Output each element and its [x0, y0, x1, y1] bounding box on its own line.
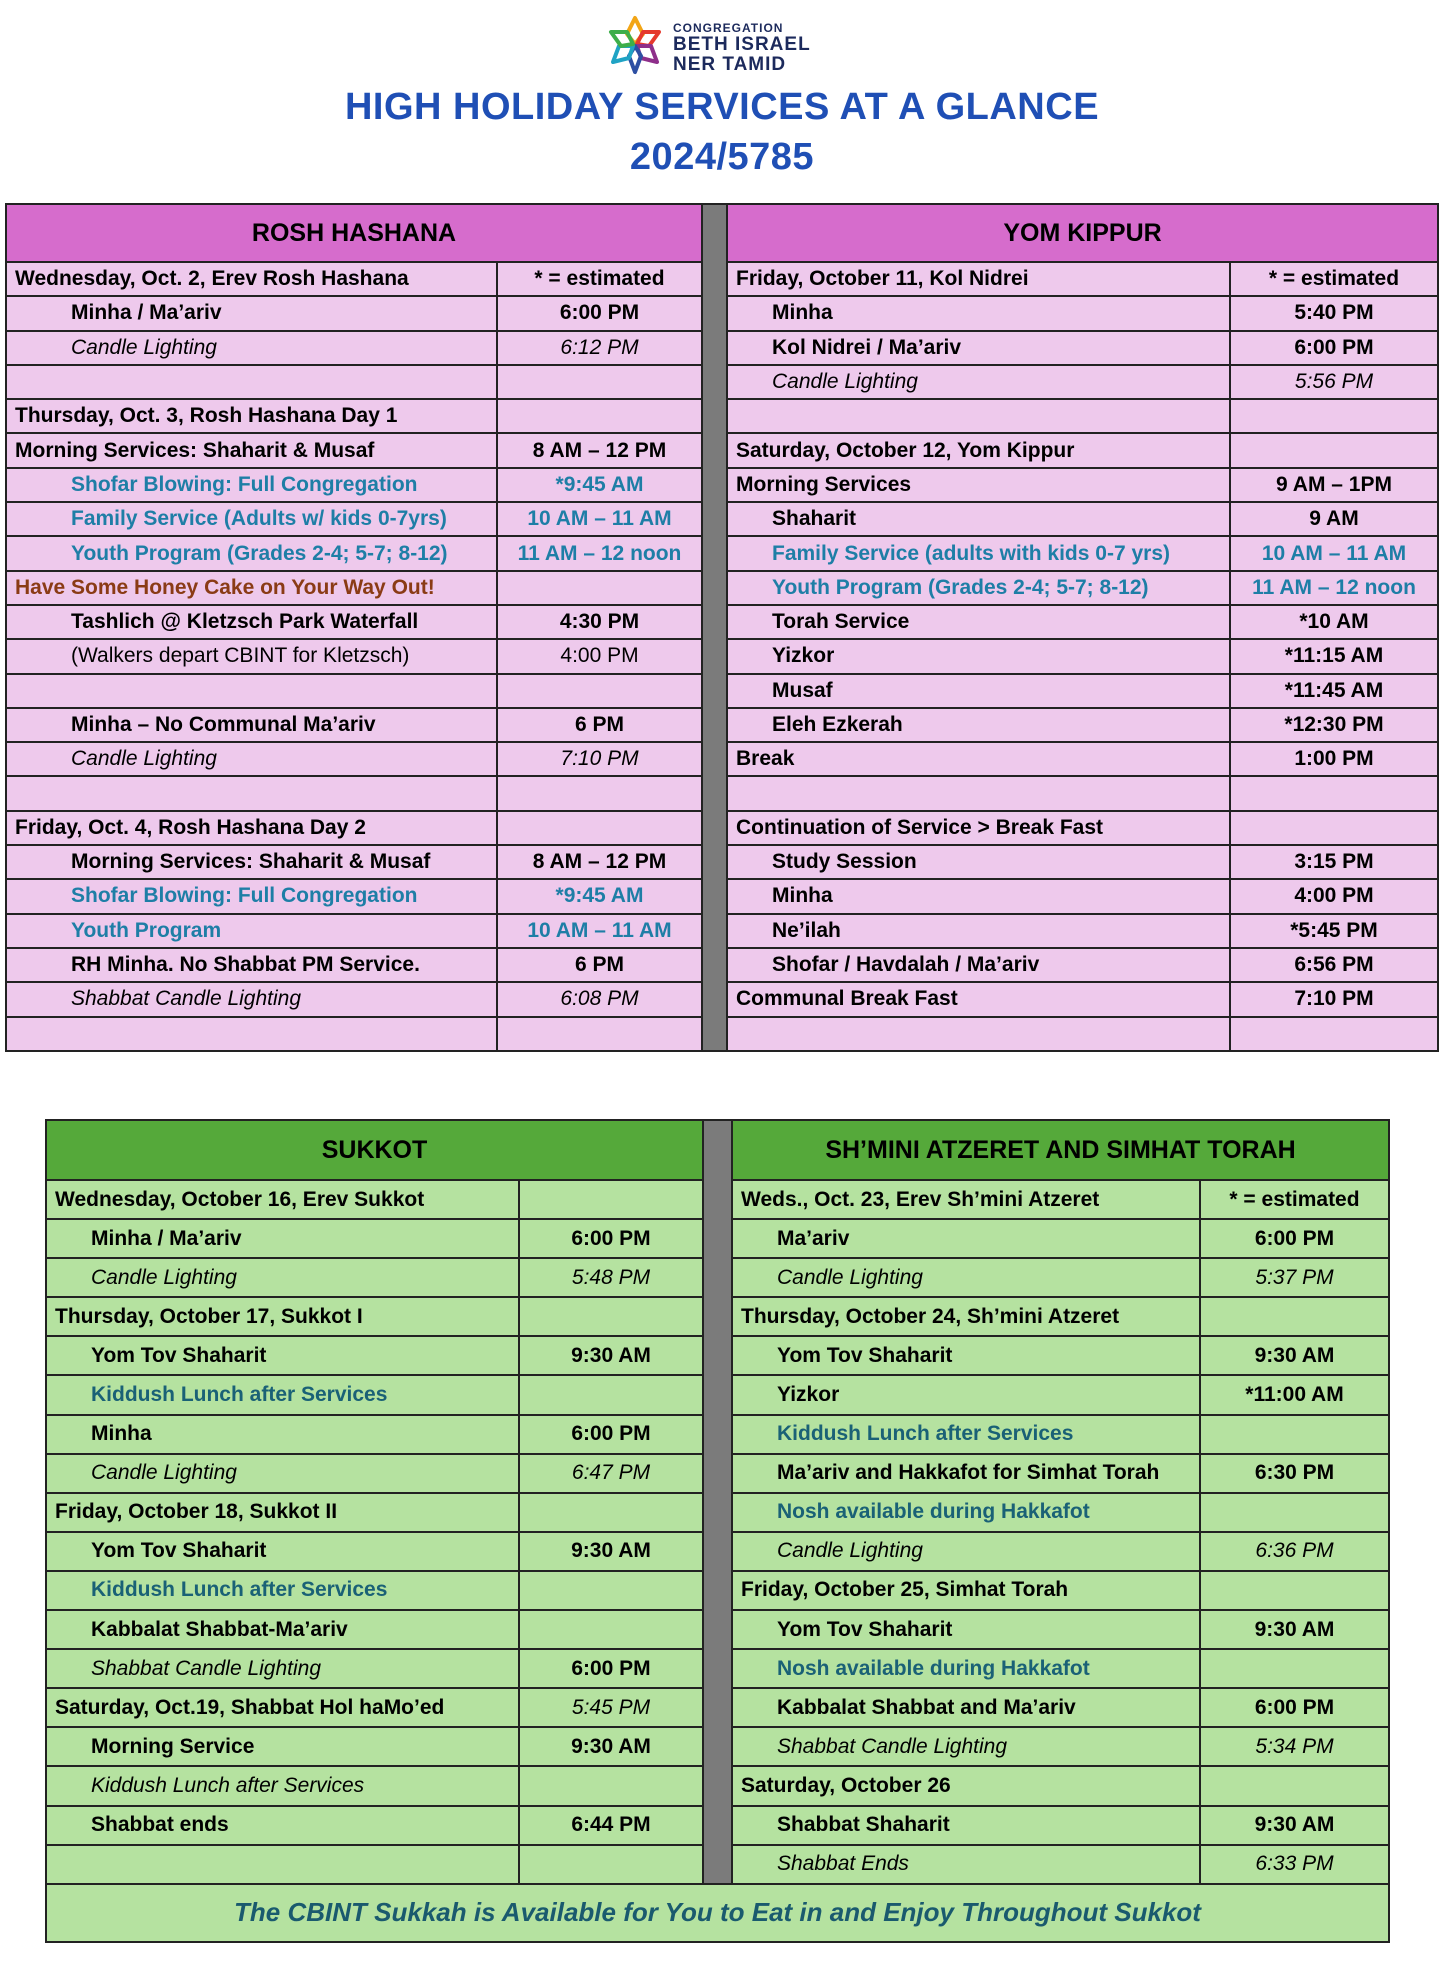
event-label — [6, 1017, 497, 1051]
section-header: YOM KIPPUR — [727, 204, 1438, 262]
event-label — [727, 776, 1230, 810]
event-time: 4:00 PM — [1230, 879, 1438, 913]
event-time: 1:00 PM — [1230, 742, 1438, 776]
event-label: Ne’ilah — [727, 914, 1230, 948]
event-time: 5:56 PM — [1230, 365, 1438, 399]
event-time: * = estimated — [1200, 1180, 1389, 1219]
footer-row — [46, 1884, 1389, 1942]
event-time — [497, 674, 702, 708]
event-label: Torah Service — [727, 605, 1230, 639]
sukkot-table — [45, 1119, 1390, 1943]
event-time: 8 AM – 12 PM — [497, 433, 702, 467]
event-label: Yizkor — [727, 639, 1230, 673]
event-label: Shaharit — [727, 502, 1230, 536]
event-time: 6:08 PM — [497, 982, 702, 1016]
event-label: Family Service (Adults w/ kids 0-7yrs) — [6, 502, 497, 536]
event-time: 10 AM – 11 AM — [497, 914, 702, 948]
event-label: Candle Lighting — [727, 365, 1230, 399]
event-time — [519, 1375, 703, 1414]
event-time: 9 AM — [1230, 502, 1438, 536]
event-time: 6:56 PM — [1230, 948, 1438, 982]
header-row — [46, 1120, 1389, 1180]
event-time — [519, 1297, 703, 1336]
event-label: Morning Services — [727, 468, 1230, 502]
event-label: Minha / Ma’ariv — [46, 1219, 519, 1258]
event-time: 9:30 AM — [1200, 1336, 1389, 1375]
event-time — [519, 1180, 703, 1219]
event-time: *5:45 PM — [1230, 914, 1438, 948]
event-time: 6:00 PM — [1230, 331, 1438, 365]
event-label: Study Session — [727, 845, 1230, 879]
event-time: 6:00 PM — [519, 1649, 703, 1688]
event-time: 11 AM – 12 noon — [497, 536, 702, 570]
event-label: Kiddush Lunch after Services — [46, 1766, 519, 1805]
event-label: Shofar Blowing: Full Congregation — [6, 468, 497, 502]
event-label — [727, 399, 1230, 433]
event-label: Break — [727, 742, 1230, 776]
event-label: Shofar Blowing: Full Congregation — [6, 879, 497, 913]
event-label: Minha / Ma’ariv — [6, 296, 497, 330]
event-time — [497, 776, 702, 810]
event-time: 6:44 PM — [519, 1806, 703, 1845]
event-time: 7:10 PM — [1230, 982, 1438, 1016]
event-time: 10 AM – 11 AM — [497, 502, 702, 536]
page-title: HIGH HOLIDAY SERVICES AT A GLANCE — [344, 86, 1100, 128]
event-label: Shabbat Ends — [732, 1845, 1200, 1884]
event-label: Friday, October 11, Kol Nidrei — [727, 262, 1230, 296]
event-time: 11 AM – 12 noon — [1230, 571, 1438, 605]
event-label: Minha – No Communal Ma’ariv — [6, 708, 497, 742]
event-time — [1200, 1415, 1389, 1454]
event-time — [497, 571, 702, 605]
event-time: 6:00 PM — [1200, 1688, 1389, 1727]
event-label: Saturday, Oct.19, Shabbat Hol haMo’ed — [46, 1688, 519, 1727]
event-time: 5:45 PM — [519, 1688, 703, 1727]
event-label: Family Service (adults with kids 0-7 yrs) — [727, 536, 1230, 570]
event-time: *11:00 AM — [1200, 1375, 1389, 1414]
event-time: 5:37 PM — [1200, 1258, 1389, 1297]
event-time — [1230, 1017, 1438, 1051]
event-label: Candle Lighting — [6, 742, 497, 776]
column-separator — [703, 1120, 732, 1884]
logo-line-3: NER TAMID — [673, 54, 787, 75]
event-label: Youth Program (Grades 2-4; 5-7; 8-12) — [727, 571, 1230, 605]
event-label: Candle Lighting — [6, 331, 497, 365]
event-label: Musaf — [727, 674, 1230, 708]
event-time: 5:34 PM — [1200, 1727, 1389, 1766]
logo-text — [673, 22, 811, 74]
event-time: 9:30 AM — [519, 1727, 703, 1766]
header-row — [6, 204, 1438, 262]
event-label — [6, 776, 497, 810]
event-time: *12:30 PM — [1230, 708, 1438, 742]
event-label: Thursday, Oct. 3, Rosh Hashana Day 1 — [6, 399, 497, 433]
event-time: 7:10 PM — [497, 742, 702, 776]
event-time — [519, 1493, 703, 1532]
event-label: Wednesday, Oct. 2, Erev Rosh Hashana — [6, 262, 497, 296]
event-label: Candle Lighting — [46, 1454, 519, 1493]
event-time: 6:00 PM — [497, 296, 702, 330]
event-time — [1200, 1571, 1389, 1610]
event-label: Morning Service — [46, 1727, 519, 1766]
event-time: 5:48 PM — [519, 1258, 703, 1297]
event-time: 6:33 PM — [1200, 1845, 1389, 1884]
event-time: *9:45 AM — [497, 879, 702, 913]
event-label: Ma’ariv — [732, 1219, 1200, 1258]
event-label: Yom Tov Shaharit — [46, 1336, 519, 1375]
event-time — [497, 399, 702, 433]
event-label: RH Minha. No Shabbat PM Service. — [6, 948, 497, 982]
event-time: 6:47 PM — [519, 1454, 703, 1493]
event-time: *10 AM — [1230, 605, 1438, 639]
event-time — [1230, 433, 1438, 467]
event-time: 5:40 PM — [1230, 296, 1438, 330]
event-label: Communal Break Fast — [727, 982, 1230, 1016]
event-label: Saturday, October 12, Yom Kippur — [727, 433, 1230, 467]
event-label: Shabbat ends — [46, 1806, 519, 1845]
event-label: Weds., Oct. 23, Erev Sh’mini Atzeret — [732, 1180, 1200, 1219]
event-time — [1230, 399, 1438, 433]
event-label: Friday, October 18, Sukkot II — [46, 1493, 519, 1532]
section-header: SUKKOT — [46, 1120, 703, 1180]
event-label: Kabbalat Shabbat and Ma’ariv — [732, 1688, 1200, 1727]
event-label: Nosh available during Hakkafot — [732, 1649, 1200, 1688]
event-time: 6 PM — [497, 948, 702, 982]
sukkah-footer-note: The CBINT Sukkah is Available for You to Eat in and Enjoy Throughout Sukkot — [46, 1884, 1389, 1942]
event-label: Shabbat Candle Lighting — [46, 1649, 519, 1688]
event-time: 6:00 PM — [519, 1219, 703, 1258]
event-label: Kiddush Lunch after Services — [46, 1571, 519, 1610]
event-time — [519, 1766, 703, 1805]
high-holidays-table — [5, 203, 1439, 1052]
event-time: 3:15 PM — [1230, 845, 1438, 879]
event-label: Kabbalat Shabbat-Ma’ariv — [46, 1610, 519, 1649]
logo-line-2: BETH ISRAEL — [673, 34, 811, 55]
event-label — [727, 1017, 1230, 1051]
event-label: Kiddush Lunch after Services — [732, 1415, 1200, 1454]
event-label: Eleh Ezkerah — [727, 708, 1230, 742]
logo-line-1: CONGREGATION — [673, 21, 784, 35]
event-time: 9:30 AM — [519, 1336, 703, 1375]
event-label: Candle Lighting — [46, 1258, 519, 1297]
event-time — [1200, 1493, 1389, 1532]
event-label: Continuation of Service > Break Fast — [727, 811, 1230, 845]
congregation-logo — [603, 14, 843, 76]
event-label: Morning Services: Shaharit & Musaf — [6, 845, 497, 879]
event-time — [1200, 1766, 1389, 1805]
event-label: Friday, October 25, Simhat Torah — [732, 1571, 1200, 1610]
event-time: 10 AM – 11 AM — [1230, 536, 1438, 570]
column-separator — [702, 204, 727, 1051]
event-label: Yom Tov Shaharit — [732, 1336, 1200, 1375]
event-label: Have Some Honey Cake on Your Way Out! — [6, 571, 497, 605]
event-label: Yom Tov Shaharit — [46, 1532, 519, 1571]
event-time: 4:30 PM — [497, 605, 702, 639]
event-label: Nosh available during Hakkafot — [732, 1493, 1200, 1532]
event-time: 6:30 PM — [1200, 1454, 1389, 1493]
event-label: Minha — [727, 879, 1230, 913]
event-label: Friday, Oct. 4, Rosh Hashana Day 2 — [6, 811, 497, 845]
event-time: 8 AM – 12 PM — [497, 845, 702, 879]
event-label: Yizkor — [732, 1375, 1200, 1414]
event-time — [519, 1571, 703, 1610]
event-time: 6:36 PM — [1200, 1532, 1389, 1571]
event-time — [497, 365, 702, 399]
event-time: 4:00 PM — [497, 639, 702, 673]
event-label: Morning Services: Shaharit & Musaf — [6, 433, 497, 467]
event-label: Minha — [727, 296, 1230, 330]
event-time: 9:30 AM — [1200, 1610, 1389, 1649]
event-time: 6:12 PM — [497, 331, 702, 365]
event-label: Shabbat Candle Lighting — [6, 982, 497, 1016]
event-label: Thursday, October 24, Sh’mini Atzeret — [732, 1297, 1200, 1336]
event-label: Minha — [46, 1415, 519, 1454]
event-time: * = estimated — [1230, 262, 1438, 296]
star-flower-logo-icon — [603, 14, 667, 76]
event-time — [497, 1017, 702, 1051]
event-time — [1200, 1297, 1389, 1336]
event-label: Candle Lighting — [732, 1258, 1200, 1297]
event-label — [46, 1845, 519, 1884]
event-time: * = estimated — [497, 262, 702, 296]
event-label: Tashlich @ Kletzsch Park Waterfall — [6, 605, 497, 639]
event-label — [6, 674, 497, 708]
event-label: Saturday, October 26 — [732, 1766, 1200, 1805]
section-header: ROSH HASHANA — [6, 204, 702, 262]
event-time: *9:45 AM — [497, 468, 702, 502]
event-label: (Walkers depart CBINT for Kletzsch) — [6, 639, 497, 673]
event-label: Thursday, October 17, Sukkot I — [46, 1297, 519, 1336]
event-label: Shabbat Shaharit — [732, 1806, 1200, 1845]
event-time: *11:15 AM — [1230, 639, 1438, 673]
event-time: 9:30 AM — [519, 1532, 703, 1571]
event-label: Kiddush Lunch after Services — [46, 1375, 519, 1414]
event-time — [519, 1610, 703, 1649]
event-time: 9 AM – 1PM — [1230, 468, 1438, 502]
event-time: 9:30 AM — [1200, 1806, 1389, 1845]
event-label — [6, 365, 497, 399]
event-label: Shofar / Havdalah / Ma’ariv — [727, 948, 1230, 982]
event-time — [1230, 811, 1438, 845]
page-subtitle-year: 2024/5785 — [629, 136, 815, 178]
event-label: Yom Tov Shaharit — [732, 1610, 1200, 1649]
event-time — [1200, 1649, 1389, 1688]
event-label: Wednesday, October 16, Erev Sukkot — [46, 1180, 519, 1219]
section-header: SH’MINI ATZERET AND SIMHAT TORAH — [732, 1120, 1389, 1180]
event-label: Shabbat Candle Lighting — [732, 1727, 1200, 1766]
event-label: Kol Nidrei / Ma’ariv — [727, 331, 1230, 365]
event-label: Ma’ariv and Hakkafot for Simhat Torah — [732, 1454, 1200, 1493]
event-time: 6 PM — [497, 708, 702, 742]
event-time — [1230, 776, 1438, 810]
event-label: Youth Program — [6, 914, 497, 948]
event-label: Candle Lighting — [732, 1532, 1200, 1571]
event-time — [497, 811, 702, 845]
event-time — [519, 1845, 703, 1884]
event-time: *11:45 AM — [1230, 674, 1438, 708]
event-time: 6:00 PM — [519, 1415, 703, 1454]
event-time: 6:00 PM — [1200, 1219, 1389, 1258]
event-label: Youth Program (Grades 2-4; 5-7; 8-12) — [6, 536, 497, 570]
